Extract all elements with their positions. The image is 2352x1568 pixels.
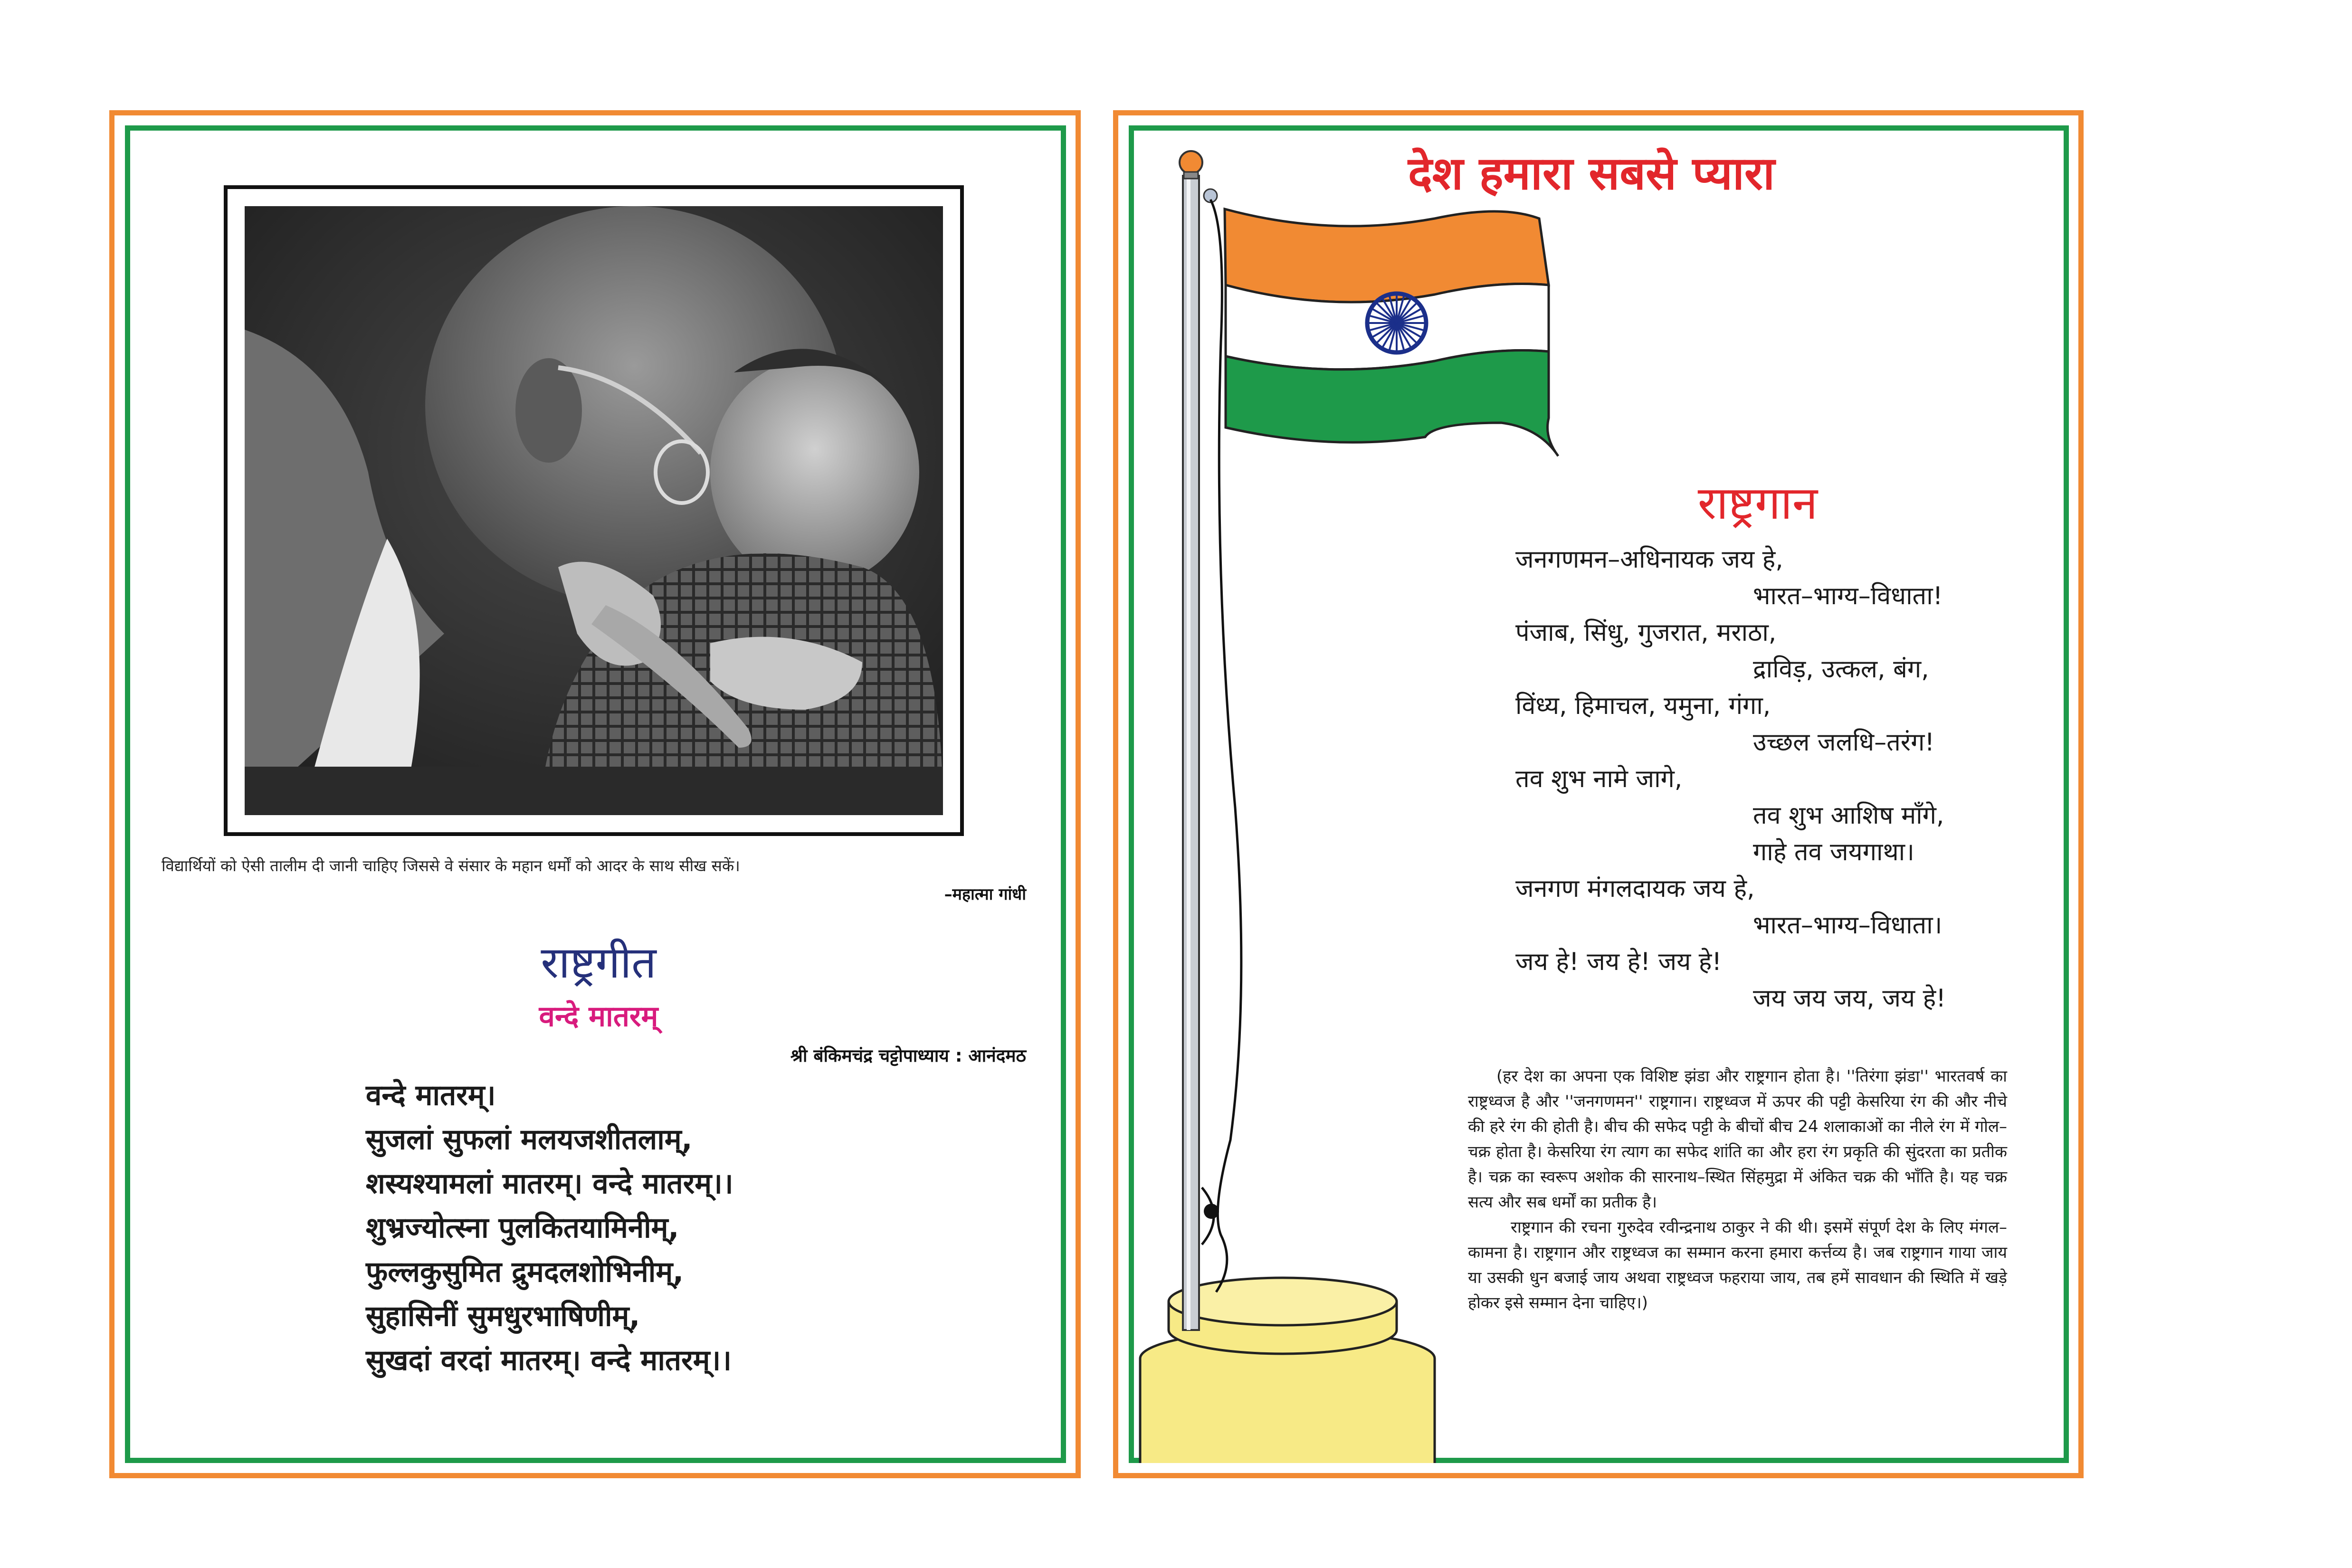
lyric-line: सुखदां वरदां मातरम्। वन्दे मातरम्।।: [366, 1344, 732, 1377]
note-paragraph-1: (हर देश का अपना एक विशिष्ट झंडा और राष्ट्रगान होता है। ''तिरंगा झंडा'' भारतवर्ष का राष्ट्रध्वज है और ''जनगणमन'' राष्ट्रगान। राष्ट्रध्वज में ऊपर की पट्टी केसरिया रंग की और नीचे की हरे रंग की होती है। बीच की सफेद पट्टी के बीचों बीच 24 शलाकाओं का नीले रंग में गोल–चक्र होता है। केसरिया रंग त्याग का सफेद शांति का और हरा रंग प्रकृति की सुंदरता का प्रतीक है। चक्र का स्वरूप अशोक की सारनाथ–स्थित सिंहमुद्रा में अंकित चक्र की भाँति है। यह चक्र सत्य और सब धर्मों का प्रतीक है।: [1468, 1067, 2007, 1212]
vande-mataram-subtitle: वन्दे मातरम्: [539, 1000, 658, 1033]
flag-anthem-note: [1468, 1064, 2007, 1316]
jana-gana-mana-lyrics: [1515, 542, 2038, 1017]
anthem-line: तव शुभ नामे जागे,: [1515, 765, 1683, 793]
anthem-line: जनगण मंगलदायक जय हे,: [1515, 874, 1755, 903]
lyric-line: वन्दे मातरम्।: [366, 1079, 496, 1112]
gandhi-photo-illustration: [245, 206, 943, 815]
anthem-line: गाहे तव जयगाथा।: [1753, 838, 1914, 866]
rashtragan-title: राष्ट्रगान: [1697, 476, 1818, 530]
anthem-line: तव शुभ आशिष माँगे,: [1753, 801, 1944, 830]
lyric-line: शस्यश्यामलां मातरम्। वन्दे मातरम्।।: [366, 1167, 733, 1200]
anthem-line: जय जय जय, जय हे!: [1753, 984, 1946, 1013]
lyric-line: सुहासिनीं सुमधुरभाषिणीम्,: [366, 1300, 640, 1333]
anthem-line: भारत–भाग्य–विधाता।: [1753, 911, 1943, 940]
flag-green-band: [1226, 351, 1558, 456]
lyric-line: सुजलां सुफलां मलयजशीतलाम्,: [366, 1123, 693, 1156]
rashtrageet-title: राष्ट्रगीत: [541, 937, 657, 988]
anthem-line: जय हे! जय हे! जय हे!: [1515, 948, 1722, 976]
anthem-line: द्राविड़, उत्कल, बंग,: [1753, 655, 1929, 684]
note-paragraph-2: राष्ट्रगान की रचना गुरुदेव रवीन्द्रनाथ ठाकुर ने की थी। इसमें संपूर्ण देश के लिए मंगल–कामना है। राष्ट्रगान और राष्ट्रध्वज का सम्मान करना हमारा कर्त्तव्य है। जब राष्ट्रगान गाया जाय या उसकी धुन बजाई जाय अथवा राष्ट्रध्वज फहराया जाय, तब हमें सावधान की स्थिति में खड़े होकर इसे सम्मान देना चाहिए।): [1468, 1218, 2007, 1312]
anthem-line: जनगणमन–अधिनायक जय हे,: [1515, 545, 1783, 574]
ashoka-chakra: [1367, 294, 1426, 352]
gandhi-quote: विद्यार्थियों को ऐसी तालीम दी जानी चाहिए जिससे वे संसार के महान धर्मों को आदर के साथ सीख सकें।: [162, 856, 740, 875]
page-title: देश हमारा सबसे प्यारा: [1408, 147, 1775, 200]
anthem-line: पंजाब, सिंधु, गुजरात, मराठा,: [1515, 618, 1777, 647]
quote-author: –महात्मा गांधी: [944, 885, 1026, 904]
flag-base-top: [1169, 1278, 1397, 1325]
song-author: श्री बंकिमचंद्र चट्टोपाध्याय : आनंदमठ: [790, 1045, 1026, 1066]
lyric-line: फुल्लकुसुमित द्रुमदलशोभिनीम्,: [366, 1255, 684, 1289]
flag-base-cylinder: [1140, 1359, 1435, 1463]
flag-pole: [1183, 176, 1199, 1330]
gandhi-photo-frame: [224, 185, 964, 836]
lyric-line: शुभ्रज्योत्स्ना पुलकितयामिनीम्,: [366, 1211, 679, 1245]
anthem-line: उच्छल जलधि–तरंग!: [1753, 728, 1935, 757]
gandhi-photo: [245, 206, 943, 815]
vande-mataram-lyrics: [366, 1074, 1031, 1383]
anthem-line: भारत–भाग्य–विधाता!: [1753, 582, 1943, 610]
pole-finial: [1180, 151, 1202, 174]
anthem-line: विंध्य, हिमाचल, यमुना, गंगा,: [1515, 692, 1771, 720]
